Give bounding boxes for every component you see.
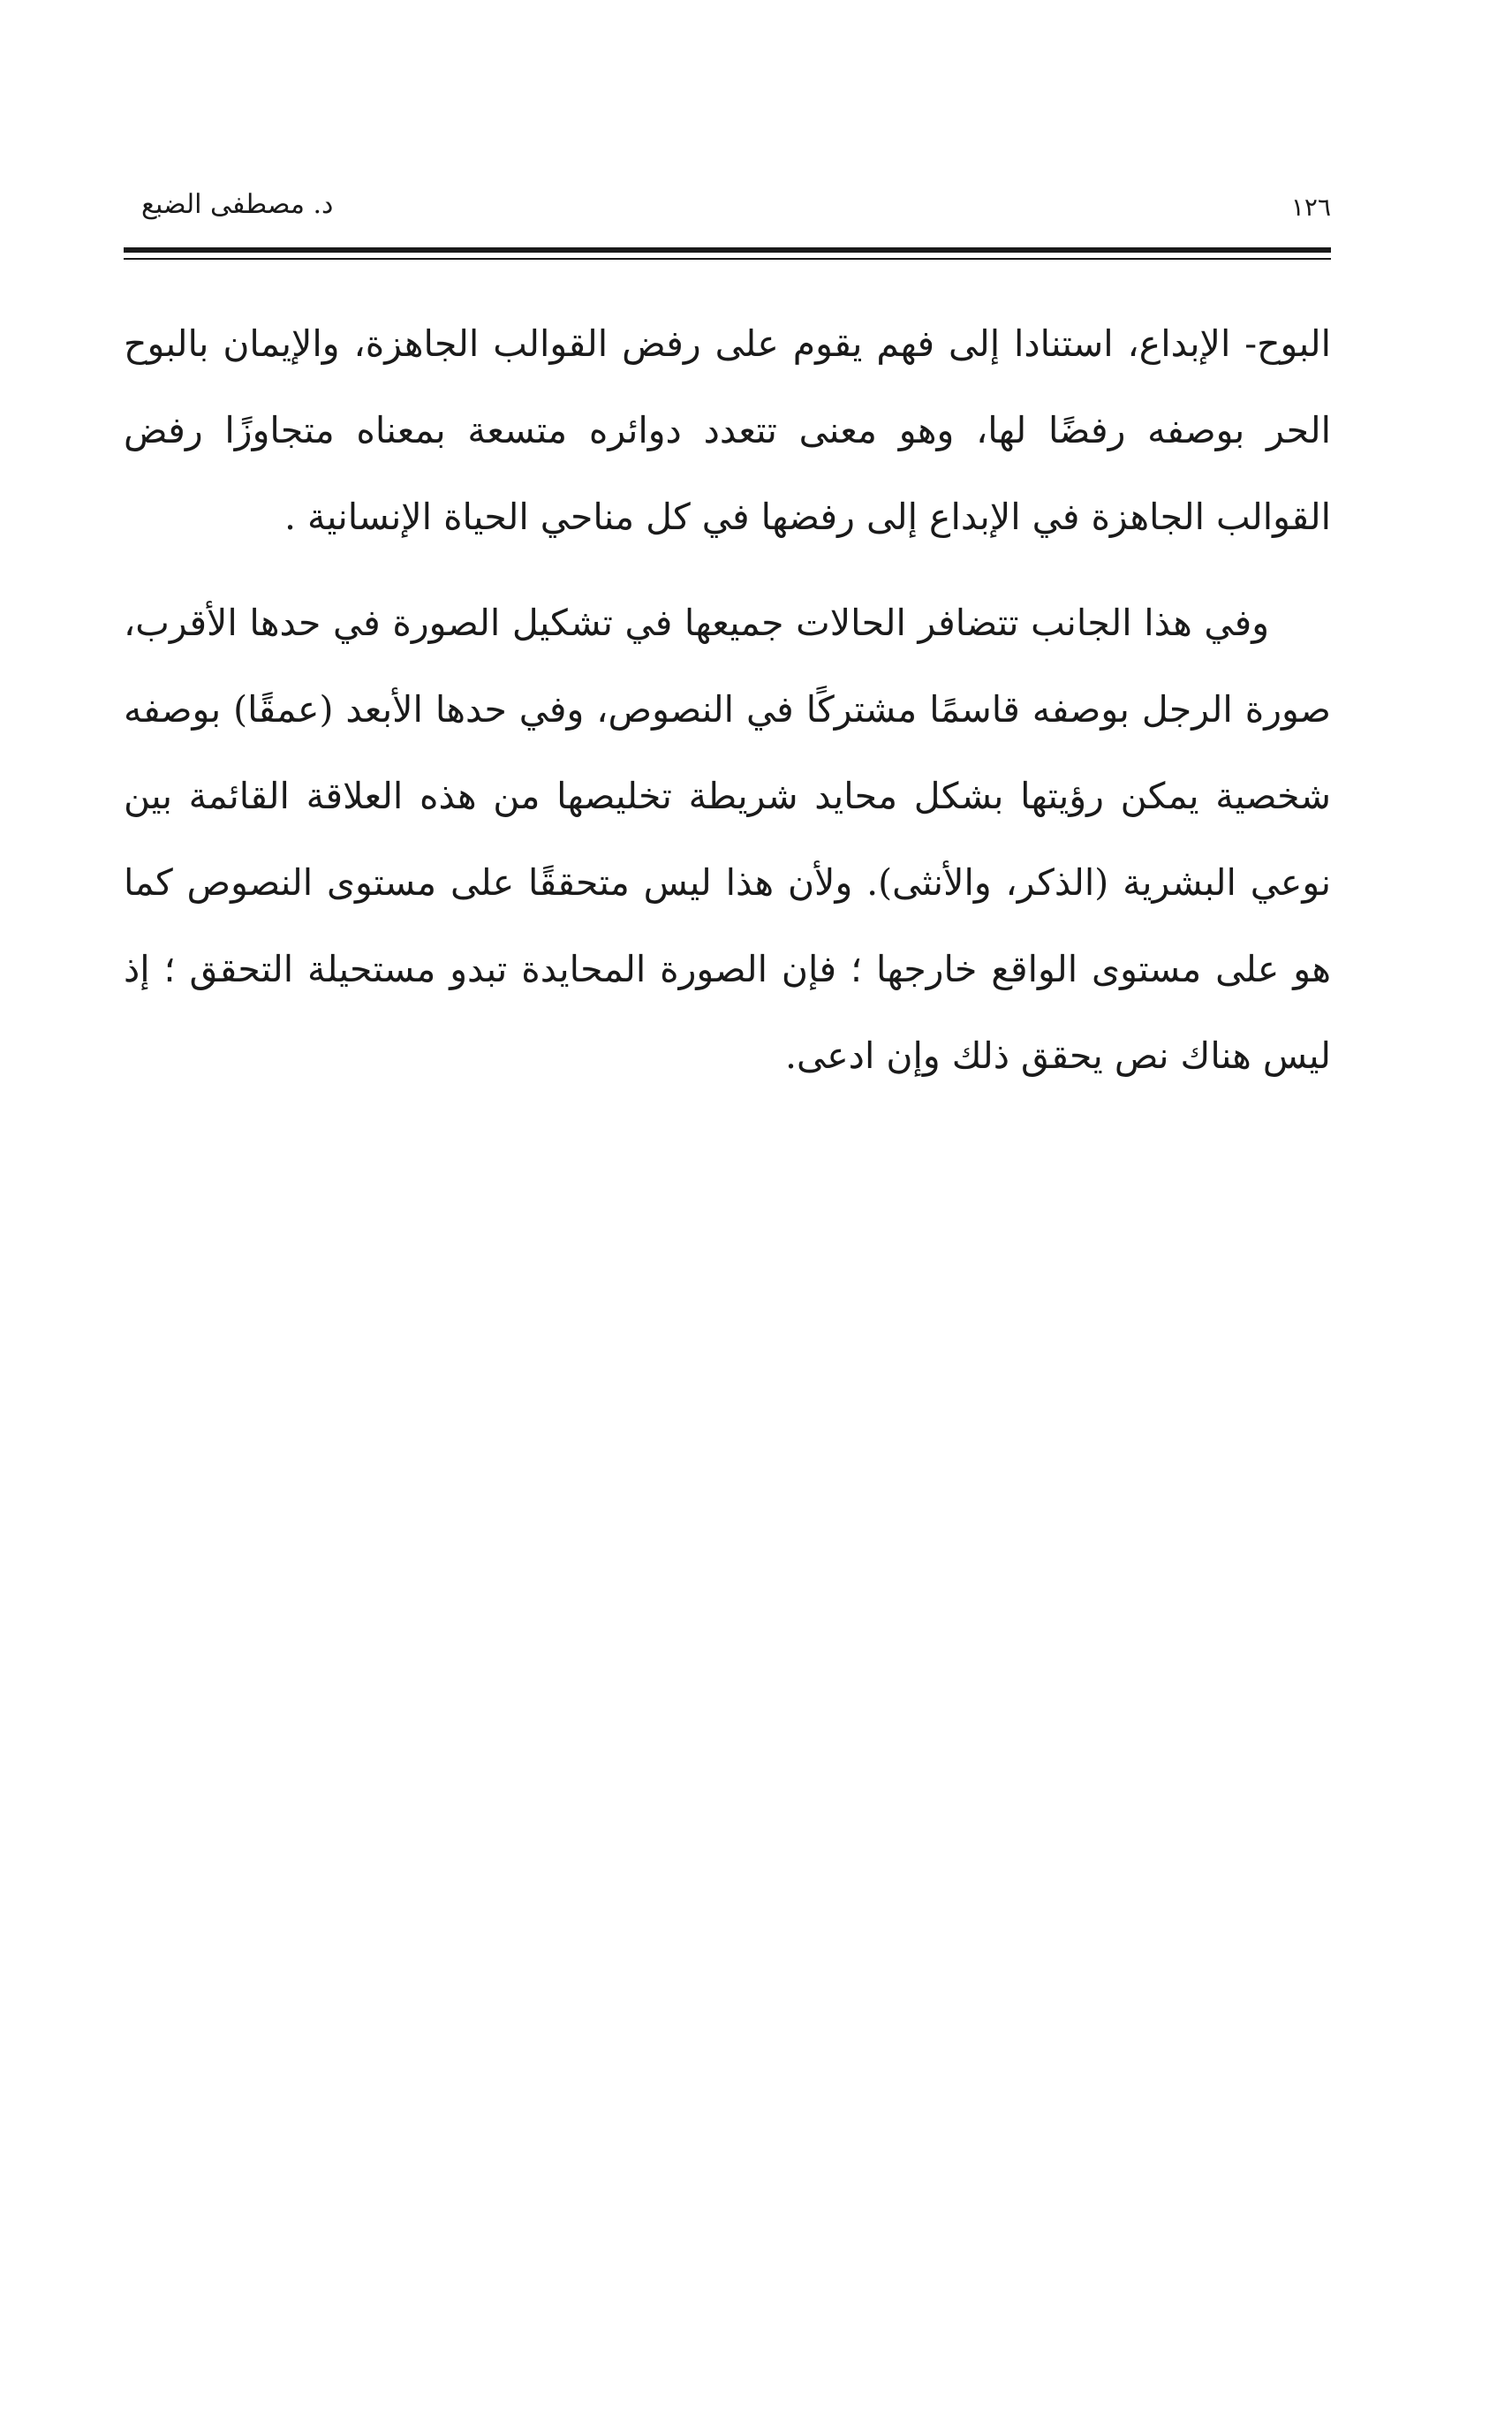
body-text	[124, 300, 1331, 1099]
author-name: د. مصطفى الضبع	[141, 189, 334, 220]
paragraph-2: وفي هذا الجانب تتضافر الحالات جميعها في تشكيل الصورة في حدها الأقرب، صورة الرجل بوصفه قاسمًا مشتركًا في النصوص، وفي حدها الأبعد (عمقًا) بوصفه شخصية يمكن رؤيتها بشكل محايد شريطة تخليصها من هذه العلاقة القائمة بين نوعي البشرية (الذكر، والأنثى). ولأن هذا ليس متحققًا على مستوى النصوص كما هو على مستوى الواقع خارجها ؛ فإن الصورة المحايدة تبدو مستحيلة التحقق ؛ إذ ليس هناك نص يحقق ذلك وإن ادعى.	[124, 602, 1331, 1077]
page-number: ١٢٦	[1290, 193, 1331, 222]
header-rule-thin	[124, 258, 1331, 260]
running-head	[124, 177, 1331, 239]
paragraph-1: البوح- الإبداع، استنادا إلى فهم يقوم على رفض القوالب الجاهزة، والإيمان بالبوح الحر بوصفه رفضًا لها، وهو معنى تتعدد دوائره متسعة بمعناه متجاوزًا رفض القوالب الجاهزة في الإبداع إلى رفضها في كل مناحي الحياة الإنسانية .	[124, 322, 1331, 538]
header-rule-thick	[124, 247, 1331, 253]
